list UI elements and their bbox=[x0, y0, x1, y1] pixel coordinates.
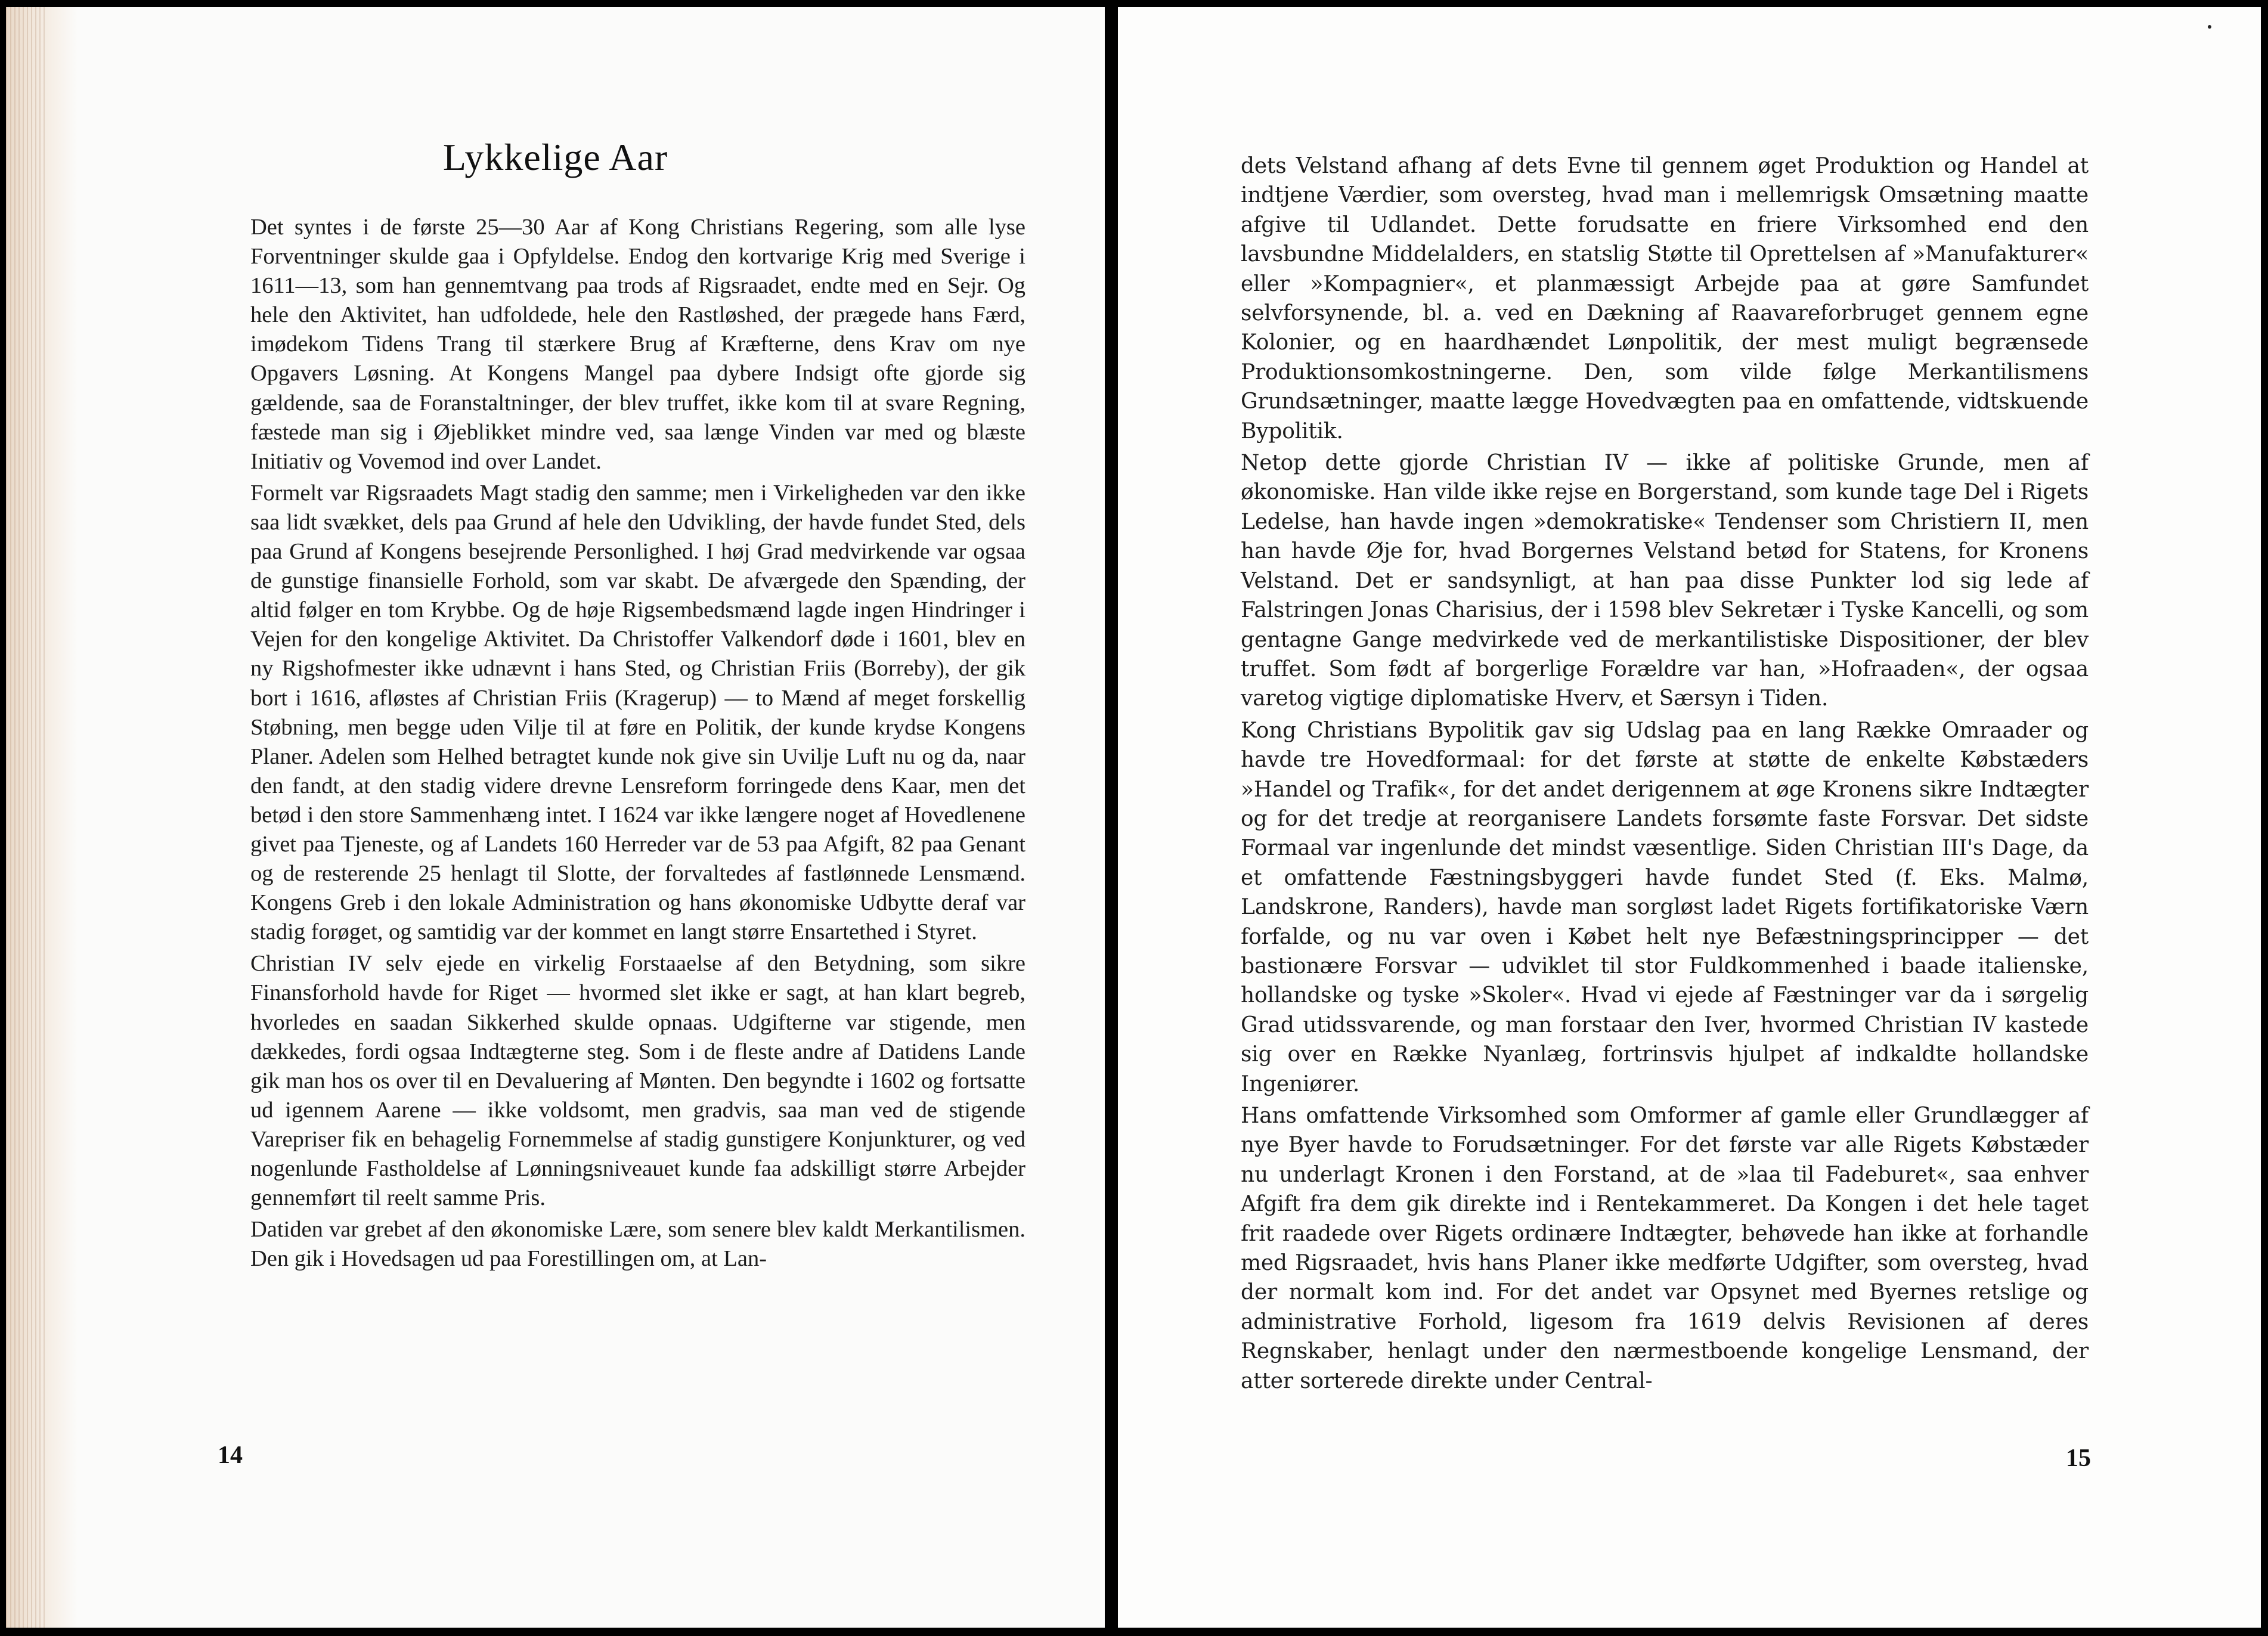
right-page bbox=[1118, 7, 2261, 1628]
left-page-body bbox=[250, 213, 1025, 1276]
paragraph: Kong Christians Bypolitik gav sig Udslag paa en lang Række Omraader og havde tre Hovedformaal: for det første at støtte de enkelte Købstæders »Handel og Trafik«, for det andet derigennem at øge Kronens sikre Indtægter og for det tredje at reorganisere Landets forsømte faste Forsvar. Det sidste Formaal var ingenlunde det mindst væsentlige. Siden Christian III's Dage, da et omfattende Fæstningsbyggeri havde fundet Sted (f. Eks. Malmø, Landskrone, Randers), havde man sorgløst ladet Rigets fortifikatoriske Værn forfalde, og nu var oven i Købet helt nye Befæstningsprincipper — det bastionære Forsvar — udviklet til stor Fuldkommenhed i baade italienske, hollandske og tyske »Skoler«. Hvad vi ejede af Fæstninger var da i sørgelig Grad utidssvarende, og man forstaar den Iver, hvormed Christian IV kastede sig over en Række Nyanlæg, fortrinsvis hjulpet af indkaldte hollandske Ingeniører. bbox=[1241, 718, 2089, 1096]
right-page-body bbox=[1241, 151, 2089, 1398]
paragraph: Formelt var Rigsraadets Magt stadig den samme; men i Virkeligheden var den ikke saa lidt svækket, dels paa Grund af hele den Udvikling, der havde fundet Sted, dels paa Grund af Kongens besejrende Personlighed. I høj Grad medvirkende var ogsaa de gunstige finansielle Forhold, som var skabt. De afværgede den Spænding, der altid følger en tom Krybbe. Og de høje Rigsembedsmænd lagde ingen Hindringer i Vejen for den kongelige Aktivitet. Da Christoffer Valkendorf døde i 1601, blev en ny Rigshofmester ikke udnævnt i hans Sted, og Christian Friis (Borreby), der gik bort i 1616, afløstes af Christian Friis (Kragerup) — to Mænd af meget forskellig Støbning, men begge uden Vilje til at føre en Politik, der kunde krydse Kongens Planer. Adelen som Helhed betragtet kunde nok give sin Uvilje Luft nu og da, naar den fandt, at den stadig videre drevne Lensreform forringede dens Kaar, men det betød i den store Sammenhæng intet. I 1624 var ikke længere noget af Hovedlenene givet paa Tjeneste, og af Landets 160 Herreder var de 53 paa Afgift, 82 paa Genant og de resterende 25 henlagt til Slotte, der forvaltedes af fastlønnede Lensmænd. Kongens Greb i den lokale Administration og hans økonomiske Udbytte deraf var stadig forøget, og samtidig var der kommet en langt større Ensartethed i Styret. bbox=[250, 480, 1025, 945]
chapter-title: Lykkelige Aar bbox=[442, 136, 668, 178]
paragraph: Hans omfattende Virksomhed som Omformer af gamle eller Grundlægger af nye Byer havde to Forudsætninger. For det første var alle Rigets Købstæder nu underlagt Kronen i den Forstand, at de »laa til Fadeburet«, saa enhver Afgift fra dem gik direkte ind i Rentekammeret. Da Kongen i det hele taget frit raadede over Rigets ordinære Indtægter, behøvede han ikke at forhandle med Rigsraadet, hvis hans Planer ikke medførte Udgifter, som oversteg, hvad der normalt kom ind. For det andet var Opsynet med Byernes retslige og administrative Forhold, ligesom fra 1619 delvis Revisionen af deres Regnskaber, henlagt under den nærmestboende kongelige Lensmand, der atter sorterede direkte under Central- bbox=[1241, 1104, 2089, 1393]
page-number: 14 bbox=[218, 1442, 243, 1469]
page-number: 15 bbox=[2066, 1445, 2091, 1472]
paragraph: Netop dette gjorde Christian IV — ikke af politiske Grunde, men af økonomiske. Han vilde ikke rejse en Borgerstand, som kunde tage Del i Rigets Ledelse, han havde ingen »demokratiske« Tendenser som Christiern II, men han havde Øje for, hvad Borgernes Velstand betød for Statens, for Kronens Velstand. Det er sandsynligt, at han paa disse Punkter lod sig lede af Falstringen Jonas Charisius, der i 1598 blev Sekretær i Tyske Kancelli, og som gentagne Gange medvirkede ved de merkantilistiske Dispositioner, der blev truffet. Som født af borgerlige Forældre var han, »Hofraaden«, der ogsaa varetog vigtige diplomatiske Hverv, et Særsyn i Tiden. bbox=[1241, 451, 2089, 711]
page-edge-lines bbox=[6, 7, 48, 1628]
paragraph: Det syntes i de første 25—30 Aar af Kong Christians Regering, som alle lyse Forventninger skulde gaa i Opfyldelse. Endog den kortvarige Krig med Sverige i 1611—13, som han gennemtvang paa trods af Rigsraadet, endte med en Sejr. Og hele den Aktivitet, han udfoldede, hele den Rastløshed, der prægede hans Færd, imødekom Tidens Trang til stærkere Brug af Kræfterne, dens Krav om nye Opgavers Løsning. At Kongens Mangel paa dybere Indsigt ofte gjorde sig gældende, saa de Foranstaltninger, der blev truffet, ikke kom til at svare Regning, fæstede man sig i Øjeblikket mindre ved, saa længe Vinden var med og blæste Initiativ og Vovemod ind over Landet. bbox=[250, 215, 1025, 474]
paragraph: Datiden var grebet af den økonomiske Lære, som senere blev kaldt Merkantilismen. Den gik i Hovedsagen ud paa Forestillingen om, at Lan- bbox=[250, 1217, 1025, 1272]
paragraph: dets Velstand afhang af dets Evne til gennem øget Produktion og Handel at indtjene Værdier, som oversteg, hvad man i mellemrigsk Omsætning maatte afgive til Udlandet. Dette forudsatte en friere Virksomhed end den lavsbundne Middelalders, en statslig Støtte til Oprettelsen af »Manufakturer« eller »Kompagnier«, et planmæssigt Arbejde paa at gøre Samfundet selvforsynende, bl. a. ved en Dækning af Raavareforbruget gennem egne Kolonier, og en haardhændet Lønpolitik, der mest muligt begrænsede Produktionsomkostningerne. Den, som vilde følge Merkantilismens Grundsætninger, maatte lægge Hovedvægten paa en omfattende, vidtskuende Bypolitik. bbox=[1241, 154, 2089, 444]
dust-speck bbox=[2208, 25, 2211, 29]
paragraph: Christian IV selv ejede en virkelig Forstaaelse af den Betydning, som sikre Finansforhold havde for Riget — hvormed slet ikke er sagt, at han klart begreb, hvorledes en saadan Sikkerhed skulde opnaas. Udgifterne var stigende, men dækkedes, fordi ogsaa Indtægterne steg. Som i de fleste andre af Datidens Lande gik man hos os over til en Devaluering af Mønten. Den begyndte i 1602 og fortsatte ud igennem Aarene — ikke voldsomt, men gradvis, saa man ved de stigende Varepriser fik en behagelig Fornemmelse af stadig gunstigere Konjunkturer, og ved nogenlunde Fastholdelse af Lønningsniveauet kunde faa adskilligt større Arbejder gennemført til reelt samme Pris. bbox=[250, 951, 1025, 1211]
left-page bbox=[6, 7, 1105, 1628]
